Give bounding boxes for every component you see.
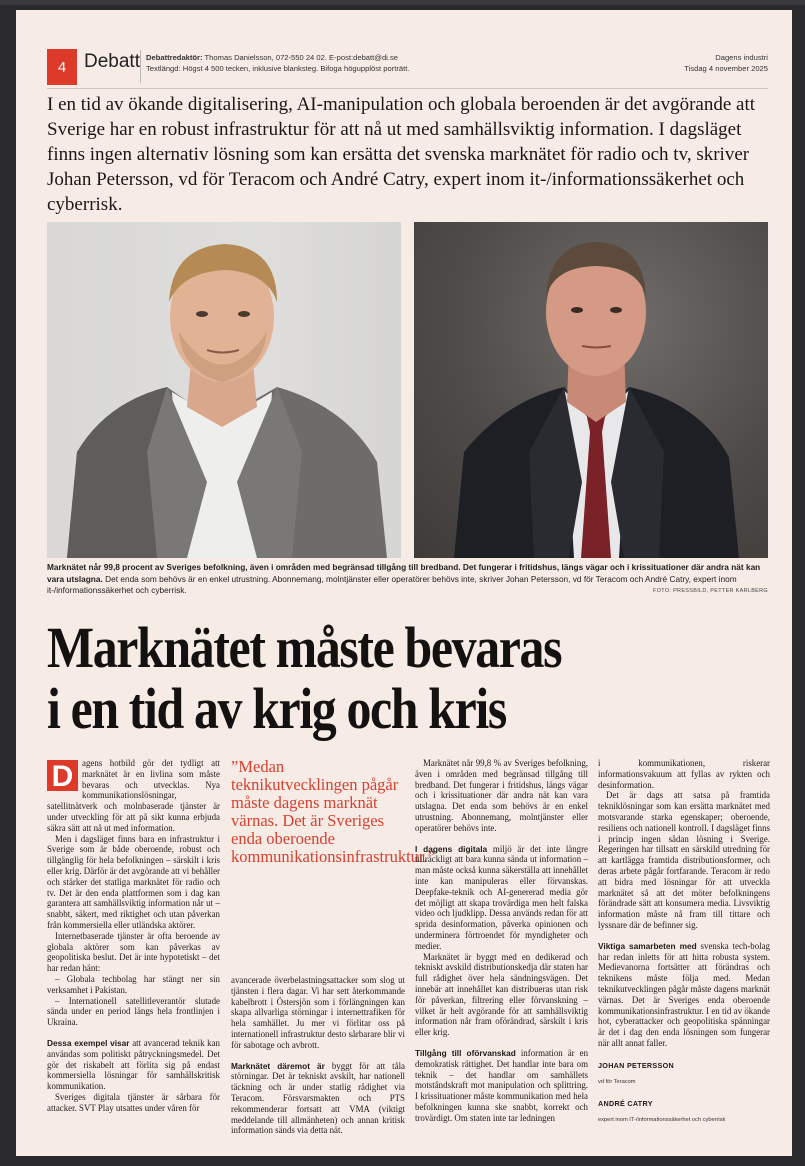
article-column-1 — [47, 758, 220, 1114]
paper-name: Dagens industri — [715, 53, 768, 62]
issue-date: Tisdag 4 november 2025 — [684, 64, 768, 73]
portrait-photo-right — [414, 222, 768, 558]
paragraph-text: att avancerad teknik kan användas som politiskt påtryckningsmedel. Det gör det riskabelt att förlita sig på endast kommersiella lösningar för samhällskritisk kommunikation. — [47, 1037, 220, 1092]
paragraph — [231, 1061, 405, 1137]
paragraph: Marknätet når 99,8 % av Sveriges befolkning, även i områden med begränsad tillgång till bredband. Det fungerar i fritidshus, längs vägar och i krissituationer där andra nät kan vara utslagna. Det enda som behövs är en enkel utrustning. Abonnemang, molntjänster eller operatörer behövs inte. — [415, 758, 588, 833]
subhead-lead: Dessa exempel visar — [47, 1037, 130, 1048]
author-name: JOHAN PETERSSON — [598, 1060, 674, 1070]
portrait-illustration-left — [47, 222, 401, 558]
paragraph: Det är dags att satsa på framtida tekniklösningar som kan ersätta marknätet med motsvarande starka egenskaper; oberoende, resiliens och nationell kontroll. I dagsläget finns i princip ingen sådan lösning i Sverige. Regeringen har tillsatt en särskild utredning för att kartlägga framtida distributionsformer, och deras arbete pågår fortfarande. Teracom är redo att bidra med lösningar för att utveckla marknätet så att det möter befolkningens förändrade sätt att konsumera media. Livsviktig information måste nå fram till tittare och lyssnare där de befinner sig. — [598, 790, 770, 930]
paragraph-text: agens hotbild gör det tydligt att marknätet är en livlina som måste bevaras och utvecklas. Nya kommunikationslösningar, satellitnätverk och molnbaserade tjänster är under utveckling för att på sikt kunna erbjuda säkra sätt att nå ut med information. — [47, 758, 220, 833]
paragraph: i kommunikationen, riskerar informationsvakuum att fyllas av rykten och desinformation. — [598, 758, 770, 790]
page-number: 4 — [47, 49, 77, 85]
paragraph: Marknätet är byggt med en dedikerad och tekniskt avskild distributionskedja där staten har full rådighet över hela sändningsvägen. Det innebär att innehållet kan distribueras utan risk för påverkan, filtrering eller förvanskning – vilket är helt avgörande för att samhällsviktig information når fram oförändrad, särskilt i kris eller krig. — [415, 951, 588, 1038]
header-rule — [47, 88, 768, 89]
paragraph: Internetbaserade tjänster är ofta beroende av globala aktörer som kan påverkas av geopolitiska beslut. Det är inte hypotetiskt – det har redan hänt: — [47, 930, 220, 974]
window-top-edge — [0, 0, 805, 5]
subhead-lead: Tillgång till oförvanskad — [415, 1047, 516, 1058]
paragraph-text: information är en demokratisk rättighet. Det handlar inte bara om teknik – det handlar om samhällets motståndskraft mot manipulation och splittring. I krissituationer måste kommunikation med hela befolkningen kunna ske snabbt, korrekt och trovärdigt. Om staten inte tar ledningen — [415, 1047, 589, 1123]
newspaper-page[interactable] — [16, 10, 792, 1156]
editor-info — [146, 52, 409, 74]
subhead-lead: Marknätet däremot är — [231, 1060, 325, 1071]
caption-lead: Marknätet når 99,8 procent av Sveriges befolkning, även i områden med begränsad tillgång till bredband. Det fungerar i fritidshus, längs vägar och i krissituationer där andra nät kan vara utslagna. — [47, 562, 761, 584]
length-info: Textlängd: Högst 4 500 tecken, inklusive blanksteg. Bifoga högupplöst porträtt. — [146, 64, 410, 73]
header-divider — [140, 50, 141, 83]
subhead-lead: I dagens digitala — [415, 843, 488, 854]
paragraph — [598, 941, 770, 1049]
paragraph — [415, 1048, 588, 1124]
paragraph — [47, 758, 220, 834]
headline — [47, 617, 683, 739]
editor-contact: Thomas Danielsson, 072-550 24 02. E-post:debatt@di.se — [204, 53, 398, 62]
article-column-2 — [231, 975, 405, 1136]
author-name: ANDRÉ CATRY — [598, 1099, 653, 1109]
caption-text: Det enda som behövs är en enkel utrustning. Abonnemang, molntjänster eller operatörer behövs inte, skriver Johan Petersson, vd för Teracom och André Catry, expert inom it-/informationssäkerhet och cyberrisk. — [47, 573, 737, 595]
headline-line-1: Marknätet måste bevaras — [47, 615, 562, 680]
headline-line-2: i en tid av krig och kris — [47, 676, 506, 741]
author-role: vd för Teracom — [598, 1078, 636, 1085]
subhead-lead: Viktiga samarbeten med — [598, 940, 697, 951]
paragraph: – Internationell satellitleverantör slutade sända under en period längs hela frontlinjen i Ukraina. — [47, 995, 220, 1028]
section-label: Debatt — [84, 51, 140, 72]
paper-dateline — [684, 52, 768, 74]
drop-cap: D — [47, 760, 78, 791]
author-signatures — [598, 1061, 770, 1126]
paragraph-text: miljö är det inte längre tillräckligt att bara kunna sända ut information – man måste också kunna säkerställa att innehållet inte kan manipuleras eller förvanskas. Deepfake-teknik och AI-genererad media gör det möjligt att skapa trovärdiga men helt falska video och ljudklipp. Dessa används redan för att sprida desinformation, påverka opinionen och underminera förtroendet för myndigheter och medier. — [415, 843, 588, 951]
photo-credit: FOTO: PRESSBILD, PETTER KARLBERG — [653, 588, 768, 594]
article-column-4 — [598, 758, 770, 1126]
paragraph — [415, 844, 588, 952]
paragraph: Men i dagsläget finns bara en infrastruktur i Sverige som är både oberoende, robust och tillgänglig för hela befolkningen – särskilt i kris eller krig. Därför är det avgörande att vi behåller och stärker det statliga marknätet för radio och tv. Det är den enda plattformen som i dag kan garantera att samhällsviktig information når ut – snabbt, säkert, med riktighet och utan påverkan från kommersiella eller utländska aktörer. — [47, 833, 220, 930]
portrait-photo-left — [47, 222, 401, 558]
pull-quote: ”Medan teknikutvecklingen pågår måste dagens marknät värnas. Det är Sveriges enda oberoende kommunikationsinfrastruktur.” — [231, 757, 435, 866]
paragraph: avancerade överbelastningsattacker som slog ut tjänsten i flera dagar. Vi har sett återkommande kabelbrott i Östersjön som i förlängningen kan skapa allvarliga störningar i internettrafiken för hela samhället. Ju mer vi förlitar oss på internationell infrastruktur desto sårbarare blir vi för sabotage och avbrott. — [231, 975, 405, 1050]
paragraph — [47, 1038, 220, 1092]
paragraph: Sveriges digitala tjänster är sårbara för attacker. SVT Play utsattes under våren för — [47, 1091, 220, 1113]
paragraph-text: svenska tech-bolag har redan inletts för att hitta robusta system. Medievanorna fortsätter att förändras och teknikens måste följa med. Medan teknikutvecklingen pågår måste dagens marknät värnas. Det är Sveriges enda oberoende kommunikationsinfrastruktur. I en tid av ökande hot, cyberattacker och geopolitiska spänningar är det i dag den enda lösningen som fungerar när allt annat faller. — [598, 940, 770, 1048]
article-column-3 — [415, 758, 588, 1124]
editor-label: Debattredaktör: — [146, 53, 203, 62]
paragraph-text: byggt för att tåla störningar. Det är tekniskt avskilt, har nationell täckning och är under statlig rådighet via Teracom. Försvarsmakten och PTS rekommenderar fortsatt att VMA (viktigt meddelande till allmänheten) och annan kritisk information sänds via detta nät. — [231, 1060, 405, 1136]
article-ingress: I en tid av ökande digitalisering, AI-manipulation och globala beroenden är det avgörande att Sverige har en robust infrastruktur för att nå ut med samhällsviktig information. I dagsläget finns ingen alternativ lösning som kan ersätta det svenska marknätet för radio och tv, skriver Johan Petersson, vd för Teracom och André Catry, expert inom it-/informationssäkerhet och cyberrisk. — [47, 94, 756, 215]
portrait-illustration-right — [414, 222, 768, 558]
author-role: expert inom IT-/informationssäkerhet och cyberrisk — [598, 1117, 726, 1124]
paragraph: – Globala techbolag har stängt ner sin verksamhet i Pakistan. — [47, 973, 220, 995]
